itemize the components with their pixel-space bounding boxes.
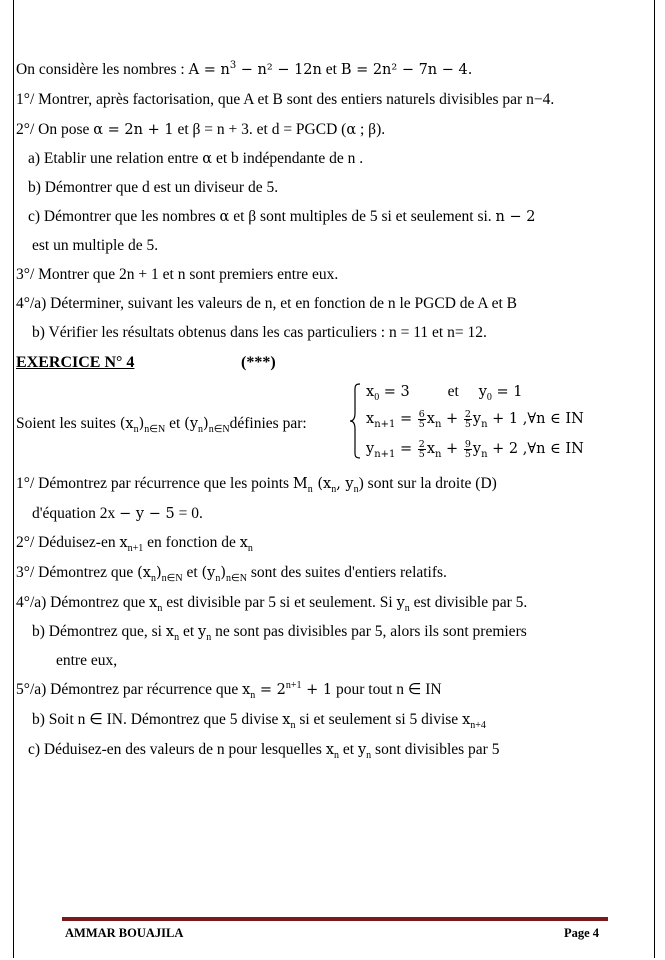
sub: n: [353, 484, 359, 495]
sub: n: [215, 573, 221, 584]
text: c) Déduisez-en des valeurs de n pour lesquelles: [28, 741, 326, 758]
math: A = n: [188, 62, 230, 78]
math: + 1: [301, 682, 333, 698]
sub: n: [366, 750, 372, 761]
exp: 3: [229, 60, 237, 71]
text: ) sont sur la droite (D): [358, 475, 497, 492]
line-7: est un multiple de 5.: [32, 237, 159, 254]
question-5c: [28, 740, 499, 762]
text: b) Soit n ∈ IN. Démontrez que 5 divise: [32, 711, 283, 728]
fraction: $\frac{9}{5}$: [464, 438, 471, 460]
math: +: [441, 441, 463, 457]
question-5a: [16, 680, 442, 702]
system-brace: [349, 383, 361, 459]
sub: n∈N: [208, 424, 230, 435]
math: x: [242, 682, 251, 698]
math: + 1 ,∀n ∈ IN: [487, 411, 584, 427]
text: a) Etablir une relation entre: [28, 150, 203, 167]
sub: n+1: [374, 449, 396, 460]
math: x: [426, 441, 435, 457]
sub: n: [198, 424, 204, 435]
math: α: [202, 151, 213, 167]
math: = 2: [255, 682, 286, 698]
footer-rule: [62, 917, 608, 921]
difficulty: (***): [241, 354, 276, 371]
line-6: [28, 207, 535, 227]
sub: n∈N: [144, 424, 166, 435]
math: y: [472, 441, 482, 457]
text: sont des suites d'entiers relatifs.: [246, 564, 447, 581]
sub: n+4: [470, 720, 486, 731]
math: α: [219, 209, 230, 225]
sub: n: [290, 720, 296, 731]
math: =: [395, 441, 417, 457]
line-8: 3°/ Montrer que 2n + 1 et n sont premiers entre eux.: [16, 266, 339, 283]
sub: n: [481, 449, 488, 460]
line-10: b) Vérifier les résultats obtenus dans les cas particuliers : n = 11 et n= 12.: [32, 324, 487, 341]
math: x: [366, 411, 375, 427]
text: On considère les nombres :: [16, 61, 189, 78]
math: =: [395, 411, 417, 427]
text: b) Démontrez que, si: [32, 623, 166, 640]
math: x: [366, 384, 375, 400]
text: c) Démontrer que les nombres: [28, 208, 220, 225]
math: y: [366, 441, 375, 457]
text: 1°/ Démontrez par récurrence que les points: [16, 475, 293, 492]
sup: n+1: [285, 680, 302, 691]
system-line-3: [366, 439, 584, 461]
sub: n+1: [127, 543, 144, 554]
question-2: [16, 533, 253, 555]
text: ne sont pas divisibles par 5, alors ils sont premiers: [211, 623, 527, 640]
math: (y: [184, 416, 199, 432]
sub: n: [307, 484, 313, 495]
sub: n: [481, 419, 488, 430]
sub: n: [133, 424, 139, 435]
math: x: [119, 535, 128, 551]
math: x: [426, 411, 435, 427]
math: y: [198, 624, 207, 640]
sub: n: [435, 449, 442, 460]
question-1-cont: [32, 504, 203, 524]
math: ): [138, 416, 145, 432]
text: est divisible par 5.: [409, 594, 528, 611]
text: si et seulement si 5 divise: [295, 711, 463, 728]
text: ; β).: [356, 121, 386, 138]
sub: n: [174, 632, 180, 643]
math: y: [357, 742, 367, 758]
text: et: [165, 415, 185, 432]
math: M: [292, 476, 308, 492]
suites-intro: [16, 414, 307, 436]
text: = 0.: [174, 505, 203, 522]
fraction: $\frac{6}{5}$: [418, 408, 425, 430]
text: 2°/ On pose: [16, 121, 94, 138]
question-4b: [32, 622, 527, 644]
math: (x: [312, 476, 332, 492]
question-4b-cont: entre eux,: [56, 652, 118, 669]
math: y: [396, 595, 405, 611]
text: et β = n + 3. et d = PGCD (: [173, 121, 347, 138]
text: en fonction de: [143, 534, 240, 551]
sub: n∈N: [161, 573, 183, 584]
text: et β sont multiples de 5 si et seulement si.: [229, 208, 496, 225]
text: et: [447, 383, 459, 400]
math: +: [441, 411, 463, 427]
sub: n: [404, 603, 410, 614]
sub: 0: [486, 392, 492, 403]
text: pour tout n ∈ IN: [332, 681, 442, 698]
math: (x: [119, 416, 134, 432]
text: et: [179, 623, 198, 640]
sub: n: [334, 750, 340, 761]
math: = 1: [491, 384, 523, 400]
line-9: 4°/a) Déterminer, suivant les valeurs de n, et en fonction de n le PGCD de A et B: [16, 295, 518, 312]
text: et: [325, 61, 341, 78]
math: x: [325, 742, 335, 758]
text: Soient les suites: [16, 415, 120, 432]
footer-author: AMMAR BOUAJILA: [65, 926, 184, 940]
system-line-1: [366, 382, 523, 404]
text: 5°/a) Démontrez par récurrence que: [16, 681, 243, 698]
math: + 2 ,∀n ∈ IN: [487, 441, 584, 457]
sub: n+1: [374, 419, 396, 430]
sub: n: [247, 543, 253, 554]
math: x: [462, 712, 471, 728]
math: y: [472, 411, 482, 427]
text: 3°/ Démontrez que: [16, 564, 138, 581]
math: y: [478, 384, 487, 400]
math: x: [165, 624, 175, 640]
exercise-heading: [16, 353, 276, 373]
text: et: [339, 741, 358, 758]
system-line-2: [366, 409, 584, 431]
text: sont divisibles par 5: [371, 741, 500, 758]
fraction: $\frac{2}{5}$: [418, 438, 425, 460]
math: x: [149, 595, 158, 611]
math: n − 2: [495, 209, 536, 225]
sub: n∈N: [226, 573, 247, 584]
math: ): [220, 565, 227, 581]
math: − y − 5: [119, 506, 175, 522]
text: et: [182, 564, 202, 581]
math: α: [346, 122, 357, 138]
sub: n: [331, 484, 337, 495]
text: 4°/a) Démontrez que: [16, 594, 150, 611]
math: (y: [201, 565, 216, 581]
math: (x: [137, 565, 151, 581]
math: − n² − 12n: [236, 62, 322, 78]
line-4: [28, 149, 363, 169]
question-4a: [16, 593, 527, 615]
math: , y: [336, 476, 354, 492]
sub: n: [206, 632, 212, 643]
sub: n: [157, 603, 163, 614]
text: et b indépendante de n .: [212, 150, 364, 167]
sub: n: [150, 573, 156, 584]
sub: 0: [374, 392, 380, 403]
math: ): [203, 416, 209, 432]
question-5b: [32, 710, 486, 732]
text: 2°/ Déduisez-en: [16, 534, 120, 551]
math: α = 2n + 1: [93, 122, 174, 138]
fraction: $\frac{2}{5}$: [464, 408, 471, 430]
math: x: [239, 535, 248, 551]
math: x: [282, 712, 291, 728]
line-3: [16, 120, 385, 140]
line-5: b) Démontrer que d est un diviseur de 5.: [28, 179, 279, 196]
question-3: [16, 563, 447, 585]
sub: n: [434, 419, 442, 430]
math: B = 2n² − 7n − 4.: [340, 62, 473, 78]
line-2: 1°/ Montrer, après factorisation, que A et B sont des entiers naturels divisibles par n−4.: [16, 91, 555, 108]
page-number: Page 4: [564, 926, 600, 940]
math: ): [155, 565, 162, 581]
text: définies par:: [229, 415, 307, 432]
sub: n: [250, 690, 256, 701]
text: est divisible par 5 si et seulement. Si: [162, 594, 397, 611]
exercise-title: EXERCICE N° 4: [16, 354, 135, 371]
math: = 3: [379, 384, 410, 400]
text: d'équation 2x: [32, 505, 120, 522]
question-1: [16, 474, 497, 496]
line-1: [16, 60, 472, 82]
